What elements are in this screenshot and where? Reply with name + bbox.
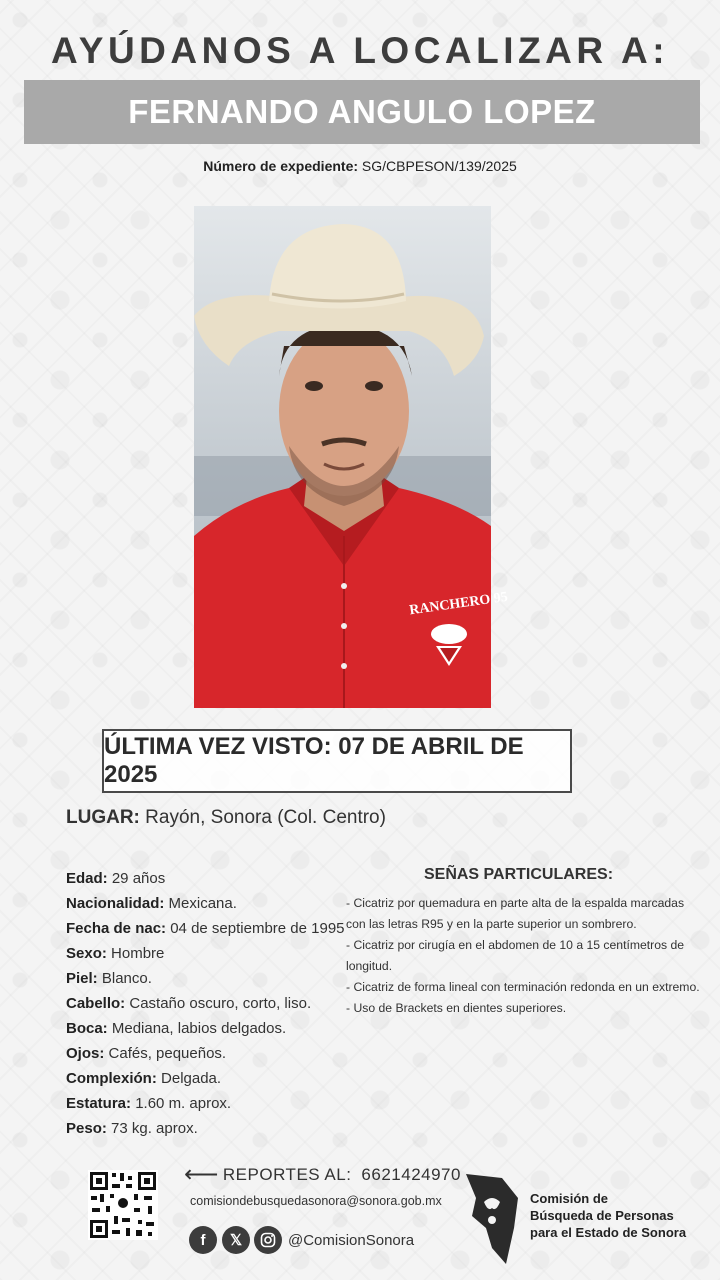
- social-handle[interactable]: @ComisionSonora: [288, 1232, 415, 1249]
- detail-value: Mediana, labios delgados.: [111, 1020, 287, 1037]
- organization-name: [530, 1190, 686, 1241]
- org-name-line3: para el Estado de Sonora: [530, 1225, 687, 1240]
- detail-row: [66, 916, 356, 941]
- x-icon[interactable]: 𝕏: [222, 1226, 250, 1254]
- detail-value: Delgada.: [161, 1070, 222, 1087]
- last-seen-place: [66, 807, 386, 829]
- instagram-icon[interactable]: [254, 1226, 282, 1254]
- poster-heading: AYÚDANOS A LOCALIZAR A:: [50, 30, 670, 71]
- detail-value: 04 de septiembre de 1995: [170, 920, 345, 937]
- detail-row: [66, 1016, 356, 1041]
- detail-label: Ojos:: [66, 1045, 105, 1062]
- reports-label: REPORTES AL:: [222, 1165, 352, 1184]
- physical-details: [66, 866, 356, 1141]
- case-number-value: SG/CBPESON/139/2025: [361, 158, 517, 174]
- reports-phone[interactable]: 6621424970: [361, 1165, 461, 1184]
- case-number-label: Número de expediente:: [203, 158, 359, 174]
- detail-label: Complexión:: [66, 1070, 157, 1087]
- detail-row: [66, 1066, 356, 1091]
- detail-value: Blanco.: [101, 970, 152, 987]
- person-photo-illustration: [194, 206, 509, 708]
- arrow-left-icon: ⟵: [184, 1161, 219, 1188]
- person-name: FERNANDO ANGULO LOPEZ: [128, 93, 596, 130]
- detail-row: [66, 866, 356, 891]
- distinguishing-mark: - Cicatriz de forma lineal con terminación redonda en un extremo.: [346, 980, 700, 994]
- detail-value: 29 años: [111, 870, 166, 887]
- shirt-logo-text: RANCHERO 95: [408, 589, 509, 619]
- detail-label: Fecha de nac:: [66, 920, 167, 937]
- detail-label: Estatura:: [66, 1095, 132, 1112]
- detail-label: Edad:: [66, 870, 108, 887]
- name-banner: [24, 80, 700, 144]
- detail-value: 73 kg. aprox.: [111, 1120, 198, 1137]
- org-name-line1: Comisión de: [530, 1191, 609, 1206]
- detail-value: Castaño oscuro, corto, liso.: [129, 995, 312, 1012]
- distinguishing-marks-list: [346, 893, 702, 1019]
- case-number: [0, 158, 720, 174]
- contact-email[interactable]: comisiondebusquedasonora@sonora.gob.mx: [190, 1194, 442, 1208]
- distinguishing-mark: - Cicatriz por cirugía en el abdomen de 10 a 15 centímetros de longitud.: [346, 938, 685, 973]
- detail-label: Cabello:: [66, 995, 126, 1012]
- detail-value: Mexicana.: [168, 895, 237, 912]
- distinguishing-mark: - Cicatriz por quemadura en parte alta de la espalda marcadas con las letras R95 y en la parte superior un sombrero.: [346, 896, 685, 931]
- detail-label: Sexo:: [66, 945, 107, 962]
- detail-row: [66, 891, 356, 916]
- distinguishing-mark: - Uso de Brackets en dientes superiores.: [346, 1001, 567, 1015]
- reports-line: [184, 1163, 461, 1187]
- facebook-icon[interactable]: f: [189, 1226, 217, 1254]
- distinguishing-marks-title: SEÑAS PARTICULARES:: [423, 866, 614, 883]
- sonora-map-logo: [462, 1168, 522, 1268]
- detail-row: [66, 1041, 356, 1066]
- detail-row: [66, 941, 356, 966]
- detail-value: 1.60 m. aprox.: [135, 1095, 232, 1112]
- detail-row: [66, 1091, 356, 1116]
- detail-row: [66, 1116, 356, 1141]
- detail-value: Hombre: [111, 945, 165, 962]
- qr-code[interactable]: [88, 1170, 158, 1240]
- detail-value: Cafés, pequeños.: [108, 1045, 227, 1062]
- detail-label: Nacionalidad:: [66, 895, 165, 912]
- detail-label: Peso:: [66, 1120, 107, 1137]
- last-seen-box: ÚLTIMA VEZ VISTO: 07 DE ABRIL DE 2025: [102, 729, 572, 793]
- org-name-line2: Búsqueda de Personas: [530, 1208, 674, 1223]
- detail-label: Piel:: [66, 970, 98, 987]
- person-photo: [194, 206, 509, 708]
- detail-row: [66, 991, 356, 1016]
- detail-row: [66, 966, 356, 991]
- detail-label: Boca:: [66, 1020, 108, 1037]
- place-label: LUGAR:: [66, 807, 140, 828]
- place-value: Rayón, Sonora (Col. Centro): [145, 807, 386, 828]
